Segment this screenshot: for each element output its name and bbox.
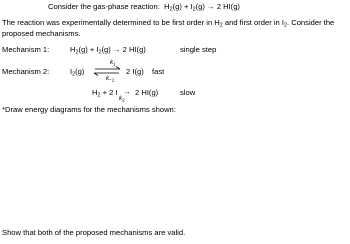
mechanism-2-step1-reactant: $I_2(g)$ bbox=[70, 67, 85, 78]
statement-line-2: proposed mechanisms. bbox=[2, 29, 81, 38]
mechanism-2-step2-left: $H_2 + 2$ I bbox=[92, 88, 118, 99]
mechanism-1-note: single step bbox=[180, 45, 217, 54]
mechanism-2-step2-product: 2 HI(g) bbox=[135, 88, 159, 97]
instruction: *Draw energy diagrams for the mechanisms shown: bbox=[2, 105, 176, 114]
mechanism-2-step1-product: 2 I(g) bbox=[126, 67, 144, 76]
mechanism-1-equation: $H_2(g) + I_2(g) \to 2$ HI(g) bbox=[70, 45, 146, 56]
intro-reaction: $H_2(g) + I_2(g) \to 2$ HI(g) bbox=[164, 2, 240, 13]
intro-line bbox=[48, 2, 240, 12]
mechanism-2-label: Mechanism 2: bbox=[2, 67, 50, 76]
k-reverse-label: $k_{-1}$ bbox=[106, 75, 115, 83]
mechanism-2-step2-speed: slow bbox=[180, 88, 196, 97]
k2-label: $k_2$ bbox=[119, 95, 125, 103]
statement-line-1: The reaction was experimentally determined to be first order in $H_2$ and first order in $I_2$. Consider the bbox=[2, 18, 335, 29]
mechanism-1-label: Mechanism 1: bbox=[2, 45, 50, 54]
mechanism-2-step2-arrow: → bbox=[123, 87, 131, 96]
mechanism-2-step1-speed: fast bbox=[152, 67, 165, 76]
footer-prompt: Show that both of the proposed mechanisms are valid. bbox=[2, 228, 186, 237]
intro-prefix: Consider the gas-phase reaction: bbox=[48, 2, 160, 11]
k-forward-label: $k_1$ bbox=[110, 59, 116, 67]
